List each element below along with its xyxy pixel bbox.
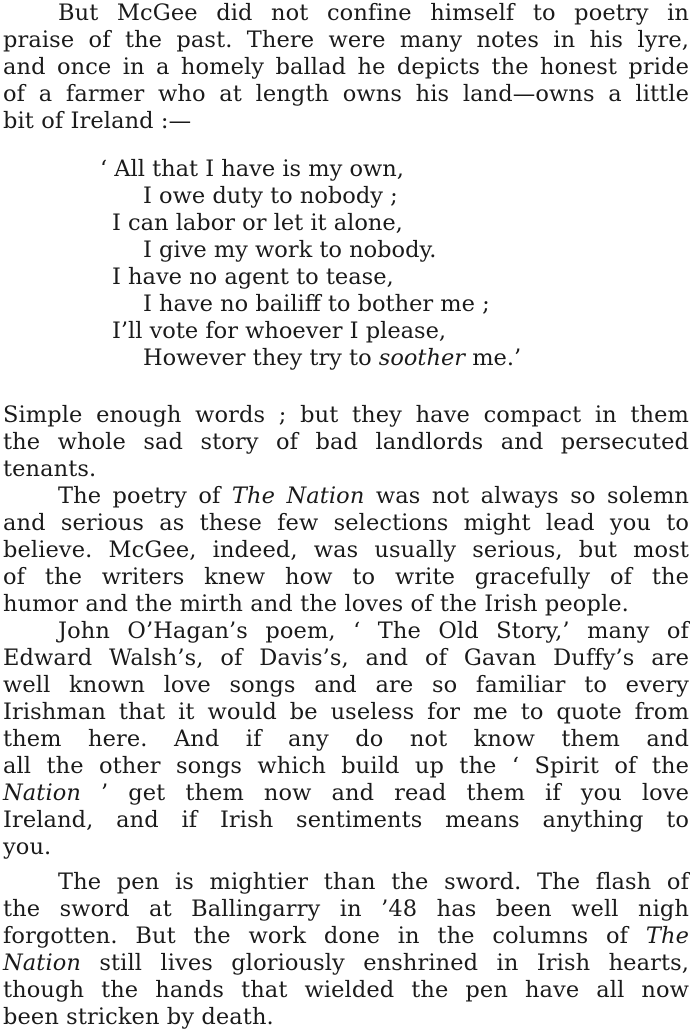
paragraph-1-line: of a farmer who at length owns his land—owns a little bbox=[3, 81, 689, 107]
paragraph-1-line: praise of the past. There were many notes in his lyre, bbox=[3, 27, 689, 53]
paragraph-5-text: still lives gloriously enshrined in Irish hearts, bbox=[80, 950, 689, 976]
verse-line: I have no agent to tease, bbox=[112, 264, 394, 290]
paragraph-1-line: But McGee did not confine himself to poetry in bbox=[58, 0, 689, 26]
paragraph-3-line: believe. McGee, indeed, was usually serious, but most bbox=[3, 537, 689, 563]
verse-text: However they try to bbox=[143, 345, 379, 371]
paragraph-5-text: forgotten. But the work done in the columns of bbox=[3, 923, 646, 949]
paragraph-1-line: and once in a homely ballad he depicts the honest pride bbox=[3, 54, 689, 80]
paragraph-3-line: humor and the mirth and the loves of the Irish people. bbox=[3, 591, 629, 617]
paragraph-5-line bbox=[3, 923, 689, 950]
verse-text: me.’ bbox=[465, 345, 522, 371]
verse-line bbox=[143, 345, 521, 372]
paragraph-5-line: though the hands that wielded the pen have all now bbox=[3, 977, 689, 1003]
paragraph-3-line bbox=[58, 483, 689, 510]
paragraph-4-line: them here. And if any do not know them and bbox=[3, 726, 689, 752]
paragraph-4-line: you. bbox=[3, 834, 52, 860]
paragraph-5-italic-title: The bbox=[645, 923, 689, 949]
paragraph-3-line: of the writers knew how to write gracefully of the bbox=[3, 564, 689, 590]
paragraph-5-italic-title: Nation bbox=[3, 950, 81, 976]
paragraph-2-line: Simple enough words ; but they have compact in them bbox=[3, 402, 689, 428]
paragraph-1-line: bit of Ireland :— bbox=[3, 108, 192, 134]
paragraph-3-text: The poetry of bbox=[58, 483, 232, 509]
paragraph-4-line: John O’Hagan’s poem, ‘ The Old Story,’ many of bbox=[58, 618, 689, 644]
verse-line: ‘ All that I have is my own, bbox=[100, 156, 404, 182]
paragraph-5-line bbox=[3, 950, 689, 977]
paragraph-4-line bbox=[3, 780, 689, 807]
paragraph-3-italic-title: The Nation bbox=[231, 483, 365, 509]
verse-line: I give my work to nobody. bbox=[143, 237, 437, 263]
verse-line: I have no bailiff to bother me ; bbox=[143, 291, 490, 317]
verse-line: I owe duty to nobody ; bbox=[143, 183, 398, 209]
verse-line: I’ll vote for whoever I please, bbox=[112, 318, 447, 344]
paragraph-2-line: tenants. bbox=[3, 456, 97, 482]
paragraph-3-text: was not always so solemn bbox=[364, 483, 690, 509]
paragraph-5-line: The pen is mightier than the sword. The flash of bbox=[58, 869, 689, 895]
paragraph-4-line: Edward Walsh’s, of Davis’s, and of Gavan Duffy’s are bbox=[3, 645, 689, 671]
paragraph-2-line: the whole sad story of bad landlords and persecuted bbox=[3, 429, 689, 455]
paragraph-4-line: all the other songs which build up the ‘ Spirit of the bbox=[3, 753, 689, 779]
paragraph-5-line: been stricken by death. bbox=[3, 1004, 274, 1030]
verse-italic-word: soother bbox=[378, 345, 466, 371]
paragraph-4-line: Ireland, and if Irish sentiments means anything to bbox=[3, 807, 689, 833]
paragraph-4-italic-title: Nation bbox=[3, 780, 81, 806]
paragraph-5-line: the sword at Ballingarry in ’48 has been well nigh bbox=[3, 896, 689, 922]
paragraph-4-text: ’ get them now and read them if you love bbox=[80, 780, 689, 806]
paragraph-3-line: and serious as these few selections might lead you to bbox=[3, 510, 689, 536]
paragraph-4-line: Irishman that it would be useless for me to quote from bbox=[3, 699, 689, 725]
verse-line: I can labor or let it alone, bbox=[112, 210, 403, 236]
paragraph-4-line: well known love songs and are so familiar to every bbox=[3, 672, 689, 698]
